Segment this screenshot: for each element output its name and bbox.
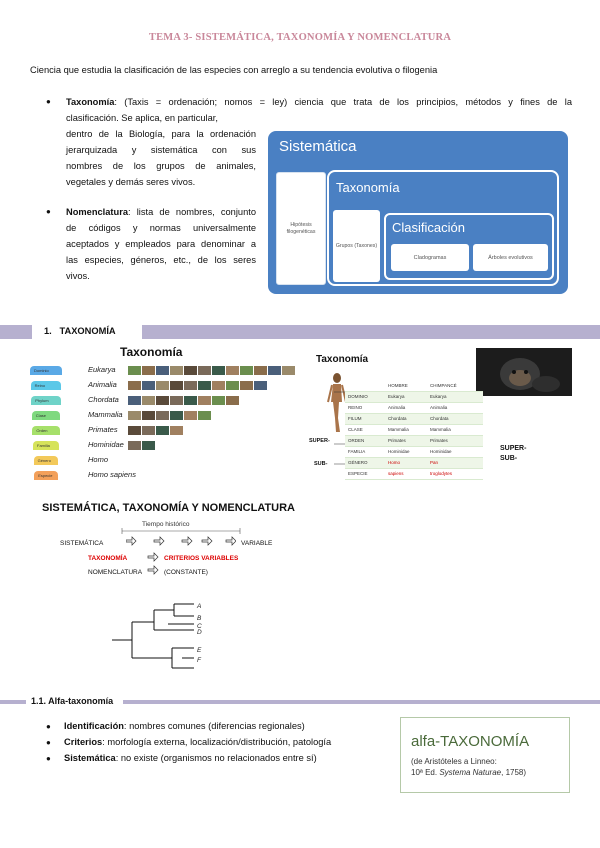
stn-sistematica-label: SISTEMÁTICA <box>60 540 104 547</box>
taxonomy-table-title: Taxonomía <box>316 354 369 365</box>
organism-thumbnail <box>184 366 197 375</box>
tiempo-historico-label: Tiempo histórico <box>142 521 190 528</box>
stn-constante-label: (CONSTANTE) <box>164 569 208 576</box>
hipotesis-box: Hipótesis filogenéticas <box>276 172 326 285</box>
organism-thumbnail <box>128 381 141 390</box>
organism-thumbnail <box>142 411 155 420</box>
super-label-left: SUPER- <box>309 438 330 444</box>
rank-badge-2: Phylum <box>31 396 61 405</box>
alfa-taxonomia-title: alfa-TAXONOMÍA <box>411 733 530 750</box>
organism-thumbnail <box>128 426 141 435</box>
taxonomia-line-4: jerarquizada y sistemática con sus <box>66 145 256 155</box>
organism-thumbnail <box>240 366 253 375</box>
table-cell: Homo <box>385 457 427 468</box>
rank-badge-1: Reino <box>31 381 62 390</box>
table-cell: Eukarya <box>385 391 427 402</box>
table-cell: ESPECIE <box>345 468 385 479</box>
rank-badge-3: Clase <box>32 411 60 420</box>
organism-thumbnail <box>254 381 267 390</box>
timeline-bar <box>120 528 242 534</box>
section-1-1-header <box>0 697 600 707</box>
rank-name-0: Eukarya <box>88 365 116 374</box>
nomenclatura-line-5: vivos. <box>66 271 90 281</box>
table-cell: Animalia <box>427 402 483 413</box>
arboles-box: Árboles evolutivos <box>473 244 548 271</box>
organism-thumbnail <box>282 366 295 375</box>
table-cell: GÉNERO <box>345 457 385 468</box>
nomenclatura-line-1 <box>66 204 256 220</box>
nomenclatura-text: : lista de nombres, conjunto <box>128 207 256 217</box>
nomenclatura-line-4: las especies, géneros, etc., de los seres <box>66 255 256 265</box>
organism-thumbnail <box>142 441 155 450</box>
table-header-cell <box>345 380 385 391</box>
cladogramas-box: Cladogramas <box>391 244 469 271</box>
nomenclatura-term: Nomenclatura <box>66 207 128 217</box>
cladogram-taxon-label: F <box>197 657 201 664</box>
table-cell: Hominidae <box>385 446 427 457</box>
alfa-bullet-sistematica: Sistemática: no existe (organismos no relacionados entre sí) <box>64 753 317 763</box>
organism-thumbnail <box>170 411 183 420</box>
taxonomia-text: : (Taxis = ordenación; nomos = ley) ciencia que trata de los principios, métodos y fines de la <box>114 97 572 107</box>
stn-variable-label: VARIABLE <box>241 540 273 547</box>
taxonomia-line-5: nombres de los grupos de animales, <box>66 161 256 171</box>
organism-thumbnail <box>226 366 239 375</box>
rank-name-3: Mammalia <box>88 410 123 419</box>
table-cell: Mammalia <box>385 424 427 435</box>
table-row <box>345 402 483 413</box>
organism-thumbnail <box>170 366 183 375</box>
alfa-taxonomia-line2: 10ª Ed. Systema Naturae, 1758) <box>411 768 527 777</box>
rank-name-7: Homo sapiens <box>88 470 136 479</box>
table-cell: Pan <box>427 457 483 468</box>
alfa-bullet-identificacion: Identificación: nombres comunes (diferencias regionales) <box>64 721 305 731</box>
organism-thumbnail <box>156 396 169 405</box>
table-row <box>345 446 483 457</box>
section-bar-right <box>123 700 600 704</box>
table-cell: ORDEN <box>345 435 385 446</box>
table-row <box>345 391 483 402</box>
table-header-cell: HOMBRE <box>385 380 427 391</box>
nomenclatura-line-2: de códigos y normas universalmente <box>66 223 256 233</box>
rank-name-4: Primates <box>88 425 118 434</box>
intro-paragraph: Ciencia que estudia la clasificación de las especies con arreglo a su tendencia evolutiva o filogenia <box>30 65 438 75</box>
cladogram-taxon-label: E <box>197 647 202 654</box>
stn-criterios-label: CRITERIOS VARIABLES <box>164 555 239 562</box>
organism-thumbnail <box>128 366 141 375</box>
stn-arrows-diagram <box>126 536 239 582</box>
super-label-right: SUPER- <box>500 445 527 452</box>
rank-badge-4: Orden <box>32 426 59 435</box>
stn-nomenclatura-label: NOMENCLATURA <box>88 569 143 576</box>
grupos-box: Grupos (Taxones) <box>333 210 380 282</box>
rank-badge-0: Dominio <box>30 366 62 375</box>
organism-thumbnail <box>198 366 211 375</box>
organism-thumbnail <box>128 441 141 450</box>
table-cell: CLASE <box>345 424 385 435</box>
table-cell: troglodytes <box>427 468 483 479</box>
organism-thumbnail <box>156 366 169 375</box>
organism-thumbnail <box>198 381 211 390</box>
organism-thumbnail <box>184 396 197 405</box>
table-cell: sapiens <box>385 468 427 479</box>
bullet-dot: ● <box>46 738 51 747</box>
table-row <box>345 468 483 479</box>
organism-thumbnail <box>156 426 169 435</box>
cladogram-taxon-label: D <box>197 629 202 636</box>
table-row <box>345 424 483 435</box>
taxonomia-line-2: clasificación. Se aplica, en particular, <box>66 113 218 123</box>
sub-label-right: SUB- <box>500 455 518 462</box>
organism-thumbnail <box>142 366 155 375</box>
organism-thumbnail <box>226 396 239 405</box>
table-cell: FILUM <box>345 413 385 424</box>
organism-thumbnail <box>212 366 225 375</box>
organism-thumbnail <box>226 381 239 390</box>
table-cell: Primates <box>427 435 483 446</box>
table-cell: Chordata <box>385 413 427 424</box>
rank-name-2: Chordata <box>88 395 119 404</box>
table-row <box>345 457 483 468</box>
organism-thumbnail <box>184 381 197 390</box>
rank-badge-6: Género <box>34 456 59 465</box>
organism-thumbnail <box>170 426 183 435</box>
taxonomia-term: Taxonomía <box>66 97 115 107</box>
organism-thumbnail <box>198 411 211 420</box>
organism-thumbnail <box>212 381 225 390</box>
bullet-dot: ● <box>46 207 51 216</box>
alfa-taxonomia-box <box>400 717 570 793</box>
table-cell: Chordata <box>427 413 483 424</box>
chimpanzee-photo <box>476 348 572 396</box>
rank-name-1: Animalia <box>88 380 117 389</box>
taxonomia-line-6: vegetales y demás seres vivos. <box>66 177 196 187</box>
stn-taxonomia-label: TAXONOMÍA <box>88 555 128 562</box>
taxonomy-pyramid-figure <box>30 366 300 492</box>
alfa-bullet-criterios: Criterios: morfología externa, localización/distribución, patología <box>64 737 332 747</box>
taxonomia-label: Taxonomía <box>336 180 400 195</box>
page-title: TEMA 3- SISTEMÁTICA, TAXONOMÍA Y NOMENCLATURA <box>148 32 452 43</box>
table-cell: DOMINIO <box>345 391 385 402</box>
table-cell: Eukarya <box>427 391 483 402</box>
taxonomy-figure-title: Taxonomía <box>120 345 183 359</box>
table-header-cell: CHIMPANCÉ <box>427 380 483 391</box>
taxonomia-line-3: dentro de la Biología, para la ordenación <box>66 129 256 139</box>
section-1-title: 1. TAXONOMÍA <box>44 326 116 336</box>
nomenclatura-line-3: aceptados y empleados para denominar a <box>66 239 256 249</box>
organism-thumbnail <box>156 411 169 420</box>
section-bar-right <box>142 325 600 339</box>
rank-badge-7: Especie <box>34 471 58 480</box>
cladogram-tree <box>110 600 210 676</box>
organism-thumbnail <box>128 411 141 420</box>
organism-thumbnail <box>170 381 183 390</box>
organism-thumbnail <box>128 396 141 405</box>
table-cell: Primates <box>385 435 427 446</box>
table-cell: REINO <box>345 402 385 413</box>
rank-badge-5: Familia <box>33 441 59 450</box>
sub-label-left: SUB- <box>314 461 328 467</box>
stn-figure-title: SISTEMÁTICA, TAXONOMÍA Y NOMENCLATURA <box>42 502 295 514</box>
organism-thumbnail <box>212 396 225 405</box>
organism-thumbnail <box>142 396 155 405</box>
bullet-dot: ● <box>46 754 51 763</box>
organism-thumbnail <box>142 426 155 435</box>
cladogram-taxon-label: A <box>197 603 202 610</box>
organism-thumbnail <box>254 366 267 375</box>
organism-thumbnail <box>268 366 281 375</box>
organism-thumbnail <box>184 411 197 420</box>
table-cell: FAMILIA <box>345 446 385 457</box>
bullet-dot: ● <box>46 97 51 106</box>
table-cell: Hominidae <box>427 446 483 457</box>
organism-thumbnail <box>142 381 155 390</box>
table-cell: Mammalia <box>427 424 483 435</box>
section-bar-left <box>0 325 32 339</box>
organism-thumbnail <box>198 396 211 405</box>
rank-name-5: Hominidae <box>88 440 124 449</box>
rank-name-6: Homo <box>88 455 109 464</box>
organism-thumbnail <box>156 381 169 390</box>
table-row <box>345 413 483 424</box>
cladogram-taxon-label: B <box>197 615 202 622</box>
section-1-header <box>0 325 600 339</box>
section-bar-left <box>0 700 26 704</box>
clasificacion-label: Clasificación <box>392 220 465 235</box>
taxonomy-comparison-table <box>345 380 483 480</box>
taxonomia-line-1 <box>66 94 572 110</box>
cladogram-taxon-label: C <box>197 623 202 630</box>
table-cell: Animalia <box>385 402 427 413</box>
table-row <box>345 435 483 446</box>
bullet-dot: ● <box>46 722 51 731</box>
taxonomy-table-arrows <box>333 388 347 468</box>
alfa-taxonomia-line1: (de Aristóteles a Linneo: <box>411 757 497 766</box>
section-1-1-title: 1.1. Alfa-taxonomía <box>31 696 114 706</box>
organism-thumbnail <box>240 381 253 390</box>
sistematica-label: Sistemática <box>279 138 357 155</box>
organism-thumbnail <box>170 396 183 405</box>
